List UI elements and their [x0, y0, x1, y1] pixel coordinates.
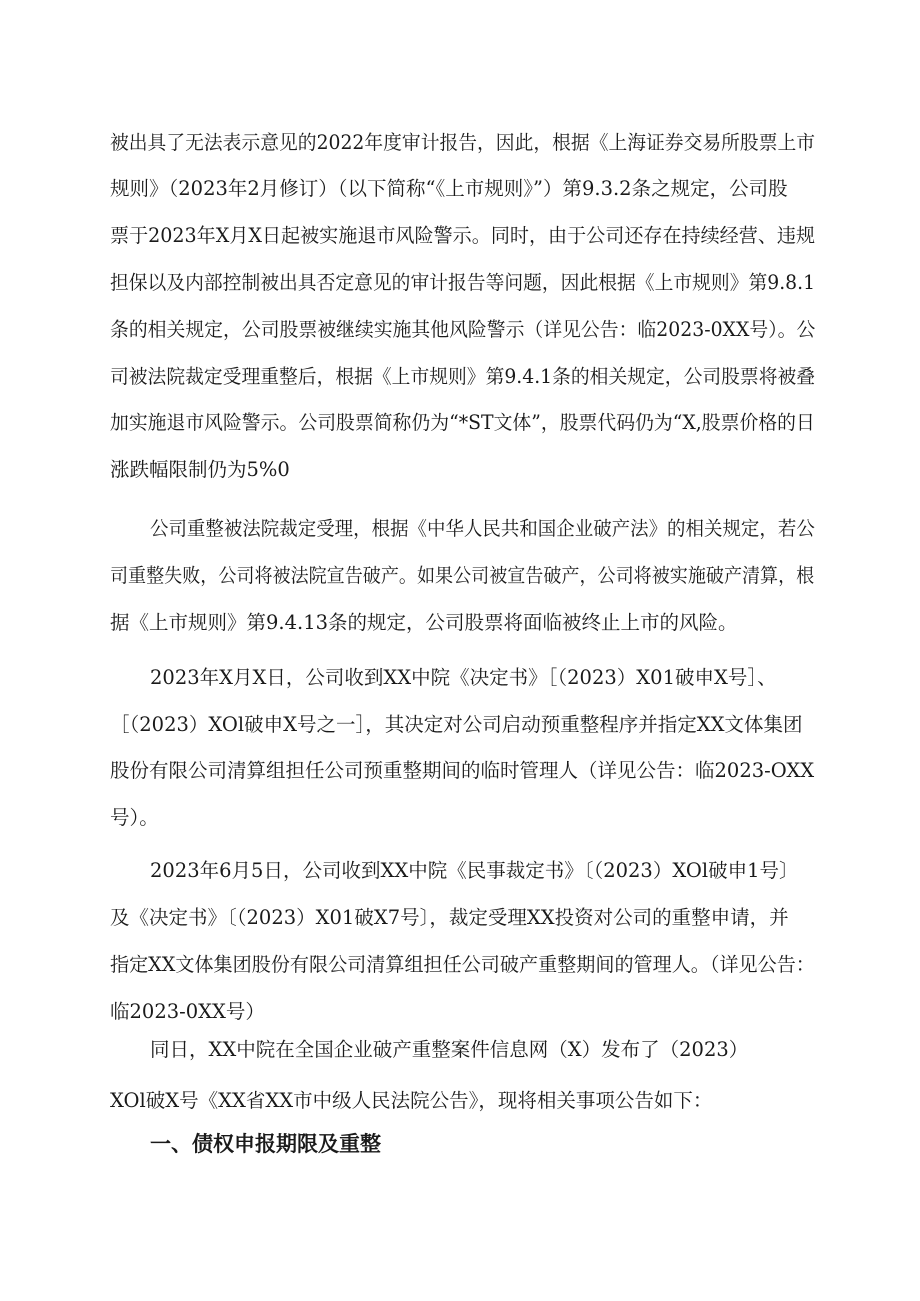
section-heading: 一、债权申报期限及重整 [150, 1132, 381, 1156]
paragraph-3-line-2: ［（2023）XOl破申X号之一］，其决定对公司启动预重整程序并指定XX文体集团 [110, 713, 803, 736]
paragraph-4-line-4: 临2023-0XX号） [110, 1000, 265, 1023]
paragraph-3-line-3: 股份有限公司清算组担任公司预重整期间的临时管理人（详见公告：临2023-OXX [110, 759, 815, 782]
paragraph-1-line-2: 规则》（2023年2月修订）（以下简称“《上市规则》”）第9.3.2条之规定，公司股 [110, 177, 788, 200]
paragraph-1-line-5: 条的相关规定，公司股票被继续实施其他风险警示（详见公告：临2023-0XX号）。公 [110, 318, 816, 341]
paragraph-4-line-3: 指定XX文体集团股份有限公司清算组担任公司破产重整期间的管理人。（详见公告： [110, 953, 815, 976]
paragraph-5-line-2: XOl破X号《XX省XX市中级人民法院公告》，现将相关事项公告如下： [110, 1089, 713, 1112]
paragraph-1-line-6: 司被法院裁定受理重整后，根据《上市规则》第9.4.1条的相关规定，公司股票将被叠 [110, 365, 816, 388]
paragraph-4-line-2: 及《决定书》〔（2023）X01破X7号〕，裁定受理XX投资对公司的重整申请，并 [110, 906, 789, 929]
paragraph-1-line-3: 票于2023年X月X日起被实施退市风险警示。同时，由于公司还存在持续经营、违规 [110, 224, 816, 247]
paragraph-1-line-4: 担保以及内部控制被出具否定意见的审计报告等问题，因此根据《上市规则》第9.8.1 [110, 271, 816, 294]
paragraph-3-line-1: 2023年X月X日，公司收到XX中院《决定书》［（2023）X01破申X号］、 [150, 666, 777, 689]
paragraph-3-line-4: 号）。 [110, 806, 159, 829]
paragraph-2-line-2: 司重整失败，公司将被法院宣告破产。如果公司被宣告破产，公司将被实施破产清算，根 [110, 564, 815, 587]
paragraph-1-line-1: 被出具了无法表示意见的2022年度审计报告，因此，根据《上海证券交易所股票上市 [110, 131, 816, 154]
paragraph-4-line-1: 2023年6月5日，公司收到XX中院《民事裁定书》〔（2023）XOl破申1号〕 [150, 859, 799, 882]
paragraph-2-line-1: 公司重整被法院裁定受理，根据《中华人民共和国企业破产法》的相关规定，若公 [150, 517, 815, 540]
paragraph-2-line-3: 据《上市规则》第9.4.13条的规定，公司股票将面临被终止上市的风险。 [110, 611, 738, 634]
paragraph-1-line-8: 涨跌幅限制仍为5%0 [110, 458, 290, 481]
paragraph-1-line-7: 加实施退市风险警示。公司股票简称仍为“*ST文体”，股票代码仍为“X,股票价格的日 [110, 411, 815, 434]
paragraph-5-line-1: 同日，XX中院在全国企业破产重整案件信息网（X）发布了（2023） [150, 1038, 749, 1061]
